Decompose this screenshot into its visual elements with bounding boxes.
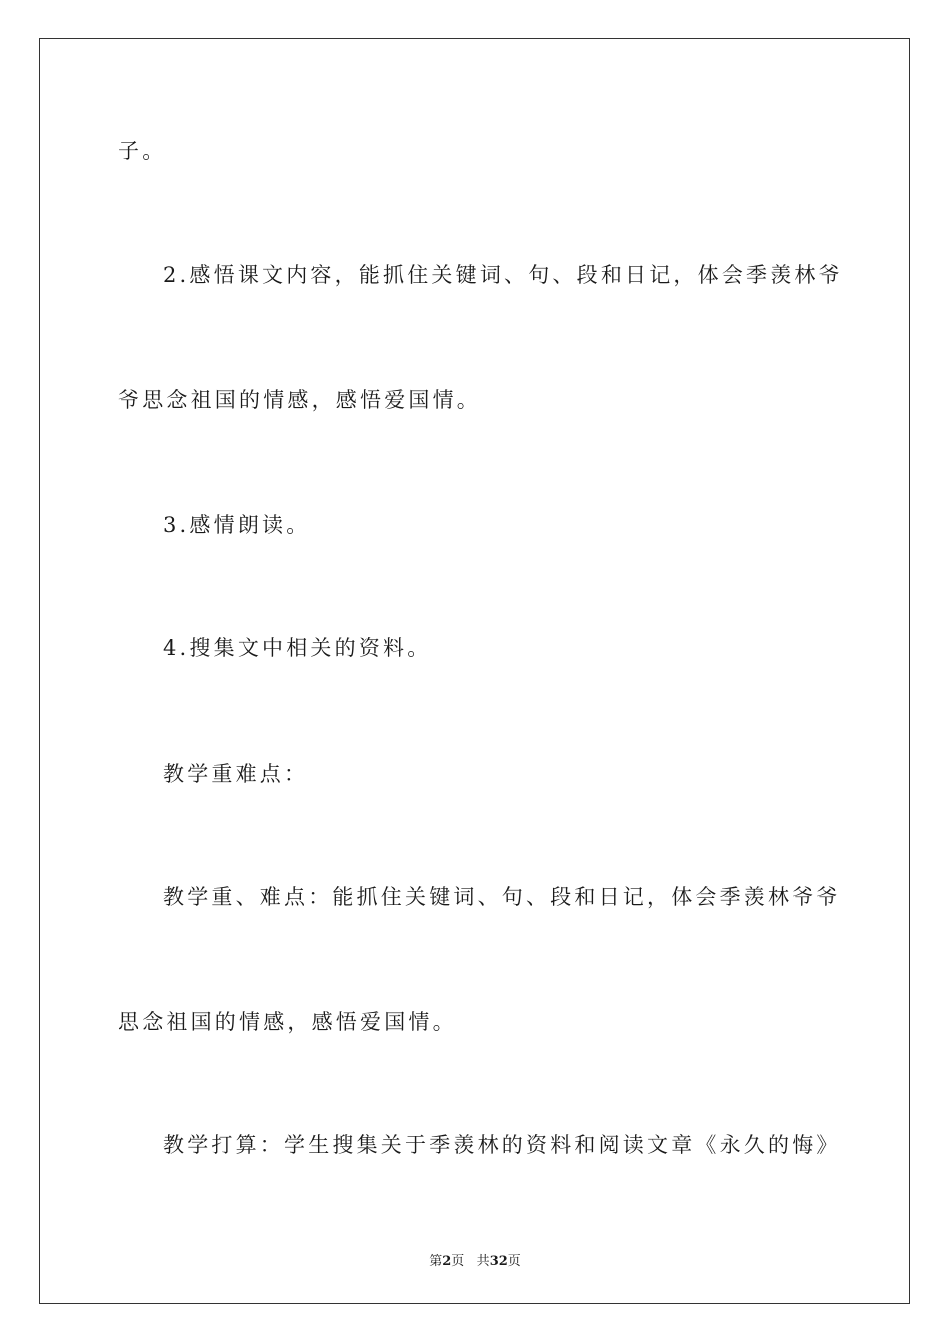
text-line-4: 3.感情朗读。 bbox=[163, 513, 311, 537]
footer-total-number: 32 bbox=[489, 1254, 508, 1269]
text-line-8: 思念祖国的情感，感悟爱国情。 bbox=[118, 1010, 457, 1034]
page-frame bbox=[39, 38, 910, 1304]
footer-total-prefix: 共 bbox=[476, 1254, 490, 1269]
text-line-7: 教学重、难点：能抓住关键词、句、段和日记，体会季羡林爷爷 bbox=[163, 885, 841, 909]
footer-page-prefix: 第 bbox=[429, 1254, 443, 1269]
text-line-9: 教学打算：学生搜集关于季羡林的资料和阅读文章《永久的悔》 bbox=[163, 1133, 841, 1157]
text-line-2: 2.感悟课文内容，能抓住关键词、句、段和日记，体会季羡林爷 bbox=[163, 263, 843, 287]
footer-total-suffix: 页 bbox=[507, 1254, 521, 1269]
text-line-3: 爷思念祖国的情感，感悟爱国情。 bbox=[118, 388, 481, 412]
page-footer bbox=[0, 1250, 950, 1269]
text-line-1: 子。 bbox=[118, 139, 167, 163]
footer-page-number: 2 bbox=[442, 1254, 452, 1269]
text-line-6: 教学重难点： bbox=[163, 762, 309, 786]
footer-page-suffix: 页 bbox=[451, 1254, 465, 1269]
text-line-5: 4.搜集文中相关的资料。 bbox=[163, 636, 432, 660]
